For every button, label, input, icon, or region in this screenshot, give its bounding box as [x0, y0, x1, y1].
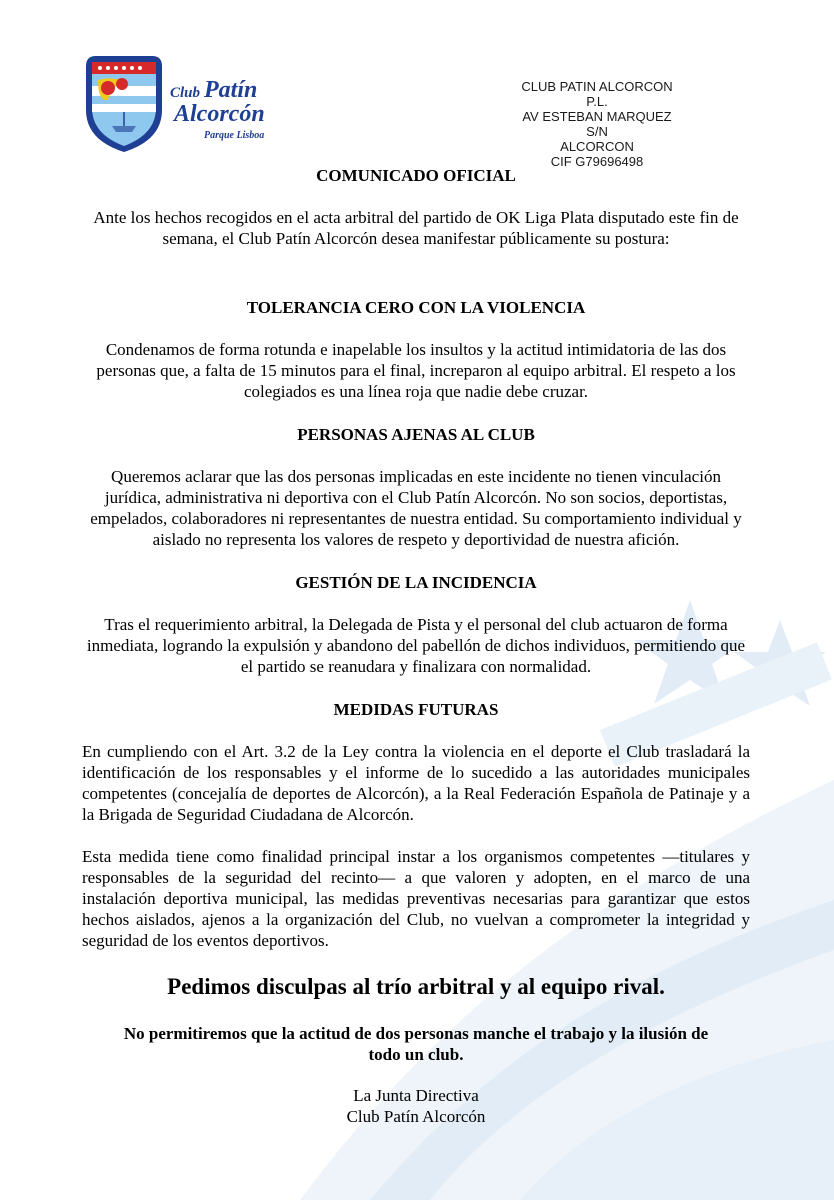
section-body-tolerancia: Condenamos de forma rotunda e inapelable los insultos y la actitud intimidatoria de las dos personas que, a falta de 15 minutos para el final, increparon al equipo arbitral. El respeto a los colegiados es una línea roja que nadie debe cruzar. [96, 340, 736, 401]
section-heading-medidas: MEDIDAS FUTURAS [333, 700, 499, 719]
address-line: CIF G79696498 [550, 154, 644, 169]
logo-text-alcorcon: Alcorcón [174, 101, 265, 127]
club-logo [82, 52, 302, 156]
address-line: CLUB PATIN ALCORCON P.L. [521, 79, 673, 109]
signature-line: La Junta Directiva [353, 1086, 479, 1105]
club-address [512, 79, 682, 169]
logo-wordmark [170, 78, 300, 142]
section-body-medidas-2: Esta medida tiene como finalidad principal instar a los organismos competentes —titulares y responsables de la seguridad del recinto— a que valoren y adopten, en el marco de una instalación deportiva municipal, las medidas preventivas necesarias para garantizar que estos hechos aislados, ajenos a la organización del Club, no vuelvan a comprometer la integridad y seguridad de los eventos deportivos. [82, 847, 750, 950]
statement-body [82, 165, 750, 1127]
section-body-gestion: Tras el requerimiento arbitral, la Delegada de Pista y el personal del club actuaron de forma inmediata, logrando la expulsión y abandono del pabellón de dichos individuos, permitiendo que el partido se reanudara y finalizara con normalidad. [86, 615, 746, 676]
logo-text-club: Club [170, 85, 201, 101]
section-body-medidas: En cumpliendo con el Art. 3.2 de la Ley contra la violencia en el deporte el Club trasladará la identificación de los responsables y el informe de lo sucedido a las autoridades municipales competentes (concejalía de deportes de Alcorcón), a la Real Federación Española de Patinaje y a la Brigada de Seguridad Ciudadana de Alcorcón. [82, 742, 750, 824]
intro-paragraph: Ante los hechos recogidos en el acta arbitral del partido de OK Liga Plata disputado este fin de semana, el Club Patín Alcorcón desea manifestar públicamente su postura: [93, 208, 739, 248]
closing-statement: No permitiremos que la actitud de dos personas manche el trabajo y la ilusión de todo un club. [123, 1024, 709, 1064]
signature-line: Club Patín Alcorcón [346, 1107, 486, 1126]
logo-text-parque: Parque Lisboa [204, 130, 265, 141]
section-heading-tolerancia: TOLERANCIA CERO CON LA VIOLENCIA [246, 298, 586, 317]
section-body-personas: Queremos aclarar que las dos personas implicadas en este incidente no tienen vinculación jurídica, administrativa ni deportiva con el Club Patín Alcorcón. No son socios, deportistas, empelados, colaboradores ni representantes de nuestra entidad. Su comportamiento individual y aislado no representa los valores de respeto y deportividad de nuestra afición. [90, 467, 742, 549]
section-heading-personas: PERSONAS AJENAS AL CLUB [297, 425, 535, 444]
apology-statement: Pedimos disculpas al trío arbitral y al equipo rival. [167, 974, 665, 999]
address-line: ALCORCON [560, 139, 634, 154]
logo-text-patin: Patín [204, 77, 258, 103]
document-title: COMUNICADO OFICIAL [316, 166, 516, 185]
section-heading-gestion: GESTIÓN DE LA INCIDENCIA [295, 573, 537, 592]
address-line: AV ESTEBAN MARQUEZ S/N [522, 109, 672, 139]
